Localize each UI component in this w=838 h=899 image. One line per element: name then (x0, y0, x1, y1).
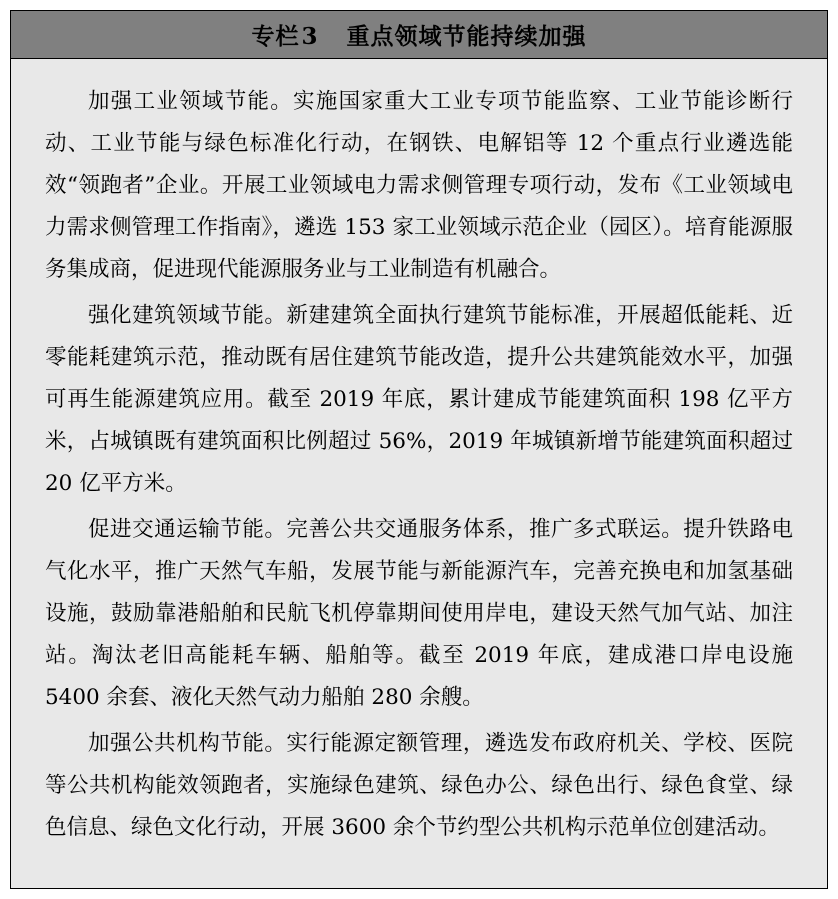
paragraph-industry: 加强工业领域节能。实施国家重大工业专项节能监察、工业节能诊断行动、工业节能与绿色标准化行动，在钢铁、电解铝等 12 个重点行业遴选能效“领跑者”企业。开展工业领域电力需求侧管理专项行动，发布《工业领域电力需求侧管理工作指南》，遴选 153 家工业领域示范企业（园区）。培育能源服务集成商，促进现代能源服务业与工业制造有机融合。 (45, 89, 793, 282)
callout-label: 专栏 (251, 23, 300, 50)
callout-title-text: 重点领域节能持续加强 (346, 23, 587, 50)
callout-number: 3 (301, 23, 319, 50)
callout-body (11, 59, 827, 863)
callout-box (10, 10, 828, 889)
callout-header (11, 11, 827, 59)
paragraph-transport: 促进交通运输节能。完善公共交通服务体系，推广多式联运。提升铁路电气化水平，推广天然气车船，发展节能与新能源汽车，完善充换电和加氢基础设施，鼓励靠港船舶和民航飞机停靠期间使用岸电，建设天然气加气站、加注站。淘汰老旧高能耗车辆、船舶等。截至 2019 年底，建成港口岸电设施 5400 余套、液化天然气动力船舶 280 余艘。 (45, 517, 793, 710)
paragraph-public-institutions: 加强公共机构节能。实行能源定额管理，遴选发布政府机关、学校、医院等公共机构能效领跑者，实施绿色建筑、绿色办公、绿色出行、绿色食堂、绿色信息、绿色文化行动，开展 3600 余个节约型公共机构示范单位创建活动。 (45, 731, 793, 840)
callout-header-title (251, 18, 586, 51)
paragraph-buildings: 强化建筑领域节能。新建建筑全面执行建筑节能标准，开展超低能耗、近零能耗建筑示范，推动既有居住建筑节能改造，提升公共建筑能效水平，加强可再生能源建筑应用。截至 2019 年底，累计建成节能建筑面积 198 亿平方米，占城镇既有建筑面积比例超过 56%，2019 年城镇新增节能建筑面积超过 20 亿平方米。 (45, 303, 793, 496)
